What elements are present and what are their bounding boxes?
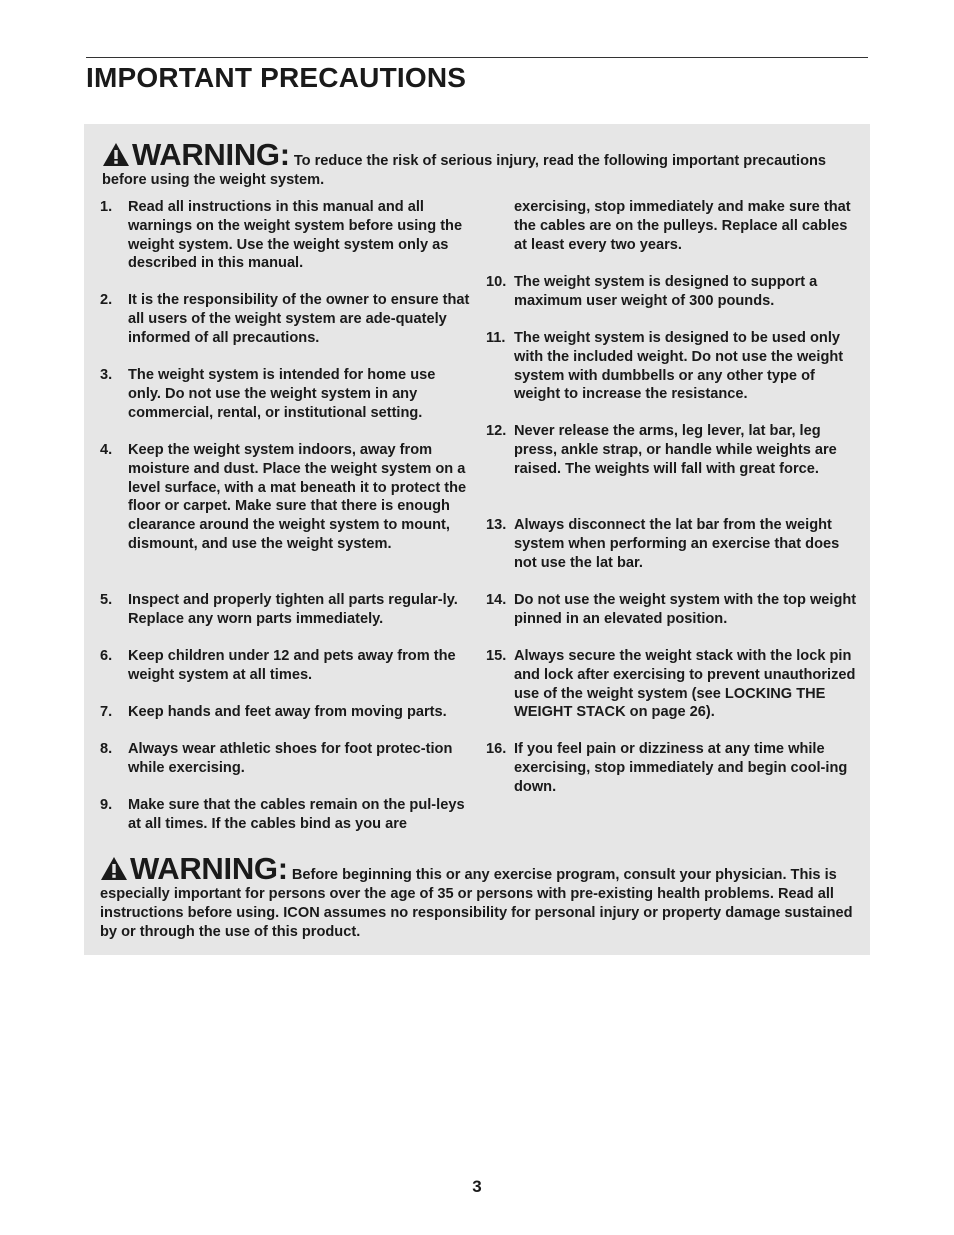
precaution-item: 12. Never release the arms, leg lever, lat bar, leg press, ankle strap, or handle while weights are raised. The weights will fall with great force. — [486, 423, 837, 477]
warning-bottom — [100, 851, 860, 942]
warning-top — [102, 137, 864, 190]
precaution-item: 16. If you feel pain or dizziness at any time while exercising, stop immediately and begin cool-ing down. — [486, 741, 848, 795]
precaution-item: 10. The weight system is designed to support a maximum user weight of 300 pounds. — [486, 274, 818, 309]
warning-bottom-text: Before beginning this or any exercise program, consult your physician. This is especially important for persons over the age of 35 or persons with pre-existing health problems. Read all instructions before using. ICON assumes no responsibility for personal injury or property damage sustained by or through the use of this product. — [100, 867, 853, 940]
precaution-item: 2. It is the responsibility of the owner to ensure that all users of the weight system are ade-quately informed of all precautions. — [100, 292, 470, 346]
header-rule — [86, 57, 868, 58]
page-number: 3 — [472, 1177, 482, 1196]
warning-heading: WARNING: — [102, 140, 290, 165]
precaution-item: 9. Make sure that the cables remain on the pul-leys at all times. If the cables bind as you are — [100, 797, 465, 832]
precaution-item: 5. Inspect and properly tighten all parts regular-ly. Replace any worn parts immediately. — [100, 592, 458, 627]
warning-top-text: To reduce the risk of serious injury, read the following important precautions before using the weight system. — [102, 153, 827, 188]
precaution-item: 6. Keep children under 12 and pets away from the weight system at all times. — [100, 648, 456, 683]
precaution-item: 11. The weight system is designed to be used only with the included weight. Do not use the weight system with dumbbells or any other type of weight to increase the resistance. — [486, 330, 844, 403]
warning-heading: WARNING: — [100, 854, 288, 879]
precaution-item: 15. Always secure the weight stack with the lock pin and lock after exercising to prevent unauthorized use of the weight system (see LOCKING THE WEIGHT STACK on page 26). — [486, 648, 856, 721]
precautions-left-column — [100, 198, 472, 836]
precautions-right-column — [486, 198, 858, 800]
precaution-item: 4. Keep the weight system indoors, away from moisture and dust. Place the weight system on a level surface, with a mat beneath it to protect the floor or carpet. Make sure that there is enough clearance around the weight system to mount, dismount, and use the weight system. — [100, 442, 467, 552]
warning-triangle-icon — [100, 856, 128, 881]
precaution-item: 7. Keep hands and feet away from moving parts. — [100, 704, 447, 720]
precaution-item: 13. Always disconnect the lat bar from the weight system when performing an exercise that does not use the lat bar. — [486, 517, 840, 571]
precaution-item: 3. The weight system is intended for home use only. Do not use the weight system in any commercial, rental, or institutional setting. — [100, 367, 436, 421]
precaution-item: 8. Always wear athletic shoes for foot protec-tion while exercising. — [100, 741, 453, 776]
precaution-item-continued: exercising, stop immediately and make sure that the cables are on the pulleys. Replace all cables at least every two years. — [514, 199, 851, 253]
page-title: IMPORTANT PRECAUTIONS — [86, 62, 467, 93]
precaution-item: 14. Do not use the weight system with the top weight pinned in an elevated position. — [486, 592, 857, 627]
precaution-item: 1. Read all instructions in this manual and all warnings on the weight system before using the weight system. Use the weight system only as described in this manual. — [100, 199, 463, 272]
warning-triangle-icon — [102, 142, 130, 167]
precautions-panel — [84, 124, 870, 955]
